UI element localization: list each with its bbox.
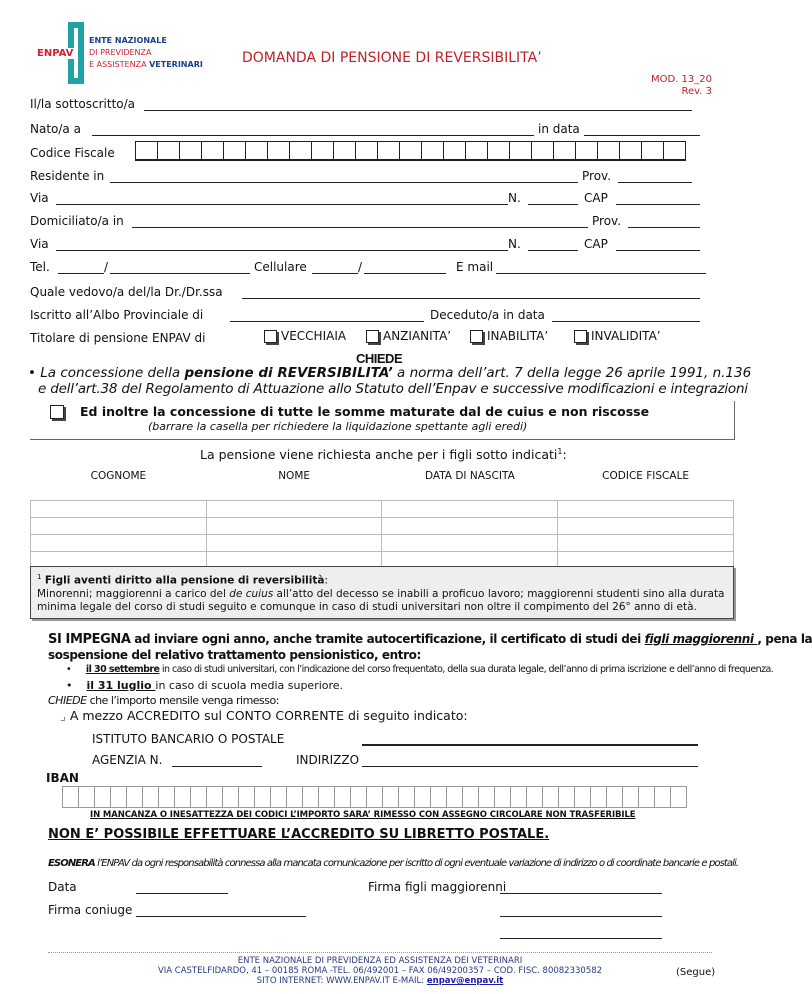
barrare-text: (barrare la casella per richiedere la liquidazione spettante agli eredi) xyxy=(148,420,528,433)
label-cap-2: CAP xyxy=(584,237,608,251)
esonera-text: ESONERA l’ENPAV da ogni responsabilità connessa alla mancata comunicazione per iscritto di ogni eventuale variazione di indirizzo o di coordinate bancarie e postali. xyxy=(48,858,739,869)
input-residente[interactable] xyxy=(110,182,578,183)
label-codice-fiscale: Codice Fiscale xyxy=(30,146,115,160)
impegna-bullet-1: • il 30 settembre in caso di studi universitari, con l’indicazione del corso frequentato, della sua durata legale, dell’anno di prima iscrizione e dell’anno di frequenza. xyxy=(66,664,774,675)
label-tel: Tel. xyxy=(30,260,50,274)
table-row[interactable] xyxy=(31,501,734,518)
input-domiciliato[interactable] xyxy=(132,227,588,228)
input-data-decesso[interactable] xyxy=(552,321,700,322)
label-email: E mail xyxy=(456,260,494,274)
input-indirizzo[interactable] xyxy=(362,766,698,767)
input-via-2[interactable] xyxy=(56,250,508,251)
label-firma-coniuge: Firma coniuge xyxy=(48,903,133,917)
libretto-warning: NON E’ POSSIBILE EFFETTUARE L’ACCREDITO SU LIBRETTO POSTALE. xyxy=(48,827,550,842)
pensione-anzianita-option[interactable]: ANZIANITA’ xyxy=(366,329,451,343)
label-n-1: N. xyxy=(508,191,521,205)
table-row[interactable] xyxy=(31,518,734,535)
inabilita-checkbox[interactable] xyxy=(470,330,483,343)
label-n-2: N. xyxy=(508,237,521,251)
vecchiaia-checkbox[interactable] xyxy=(264,330,277,343)
label-indirizzo: INDIRIZZO xyxy=(296,753,360,767)
somme-maturate-checkbox[interactable] xyxy=(50,405,64,419)
input-firma-figli-1[interactable] xyxy=(500,893,662,894)
chiede-importo: CHIEDE che l’importo mensile venga rimesso: xyxy=(48,694,279,707)
col-nome: NOME xyxy=(278,470,311,482)
table-row[interactable] xyxy=(31,535,734,552)
bullet-icon: • xyxy=(66,679,87,692)
input-n-1[interactable] xyxy=(528,204,578,205)
pensione-invalidita-option[interactable]: INVALIDITA’ xyxy=(574,329,661,343)
label-cellulare: Cellulare xyxy=(254,260,307,274)
impegna-line-2: sospensione del relativo trattamento pensionistico, entro: xyxy=(48,648,421,662)
figli-table-header xyxy=(31,470,734,501)
label-quale-vedovo: Quale vedovo/a del/la Dr./Dr.ssa xyxy=(30,285,223,299)
input-agenzia[interactable] xyxy=(172,766,262,767)
mod-number: MOD. 13_20 xyxy=(650,74,712,85)
concessione-line-1: • La concessione della pensione di REVERSIBILITA’ a norma dell’art. 7 della legge 26 aprile 1991, n.136 xyxy=(28,365,752,381)
label-iban: IBAN xyxy=(46,771,79,785)
col-cognome: COGNOME xyxy=(90,470,147,482)
enpav-logo xyxy=(36,20,203,90)
logo-line1: ENTE NAZIONALE xyxy=(89,36,167,45)
label-prov-2: Prov. xyxy=(592,214,622,228)
label-agenzia: AGENZIA N. xyxy=(92,753,163,767)
impegna-bullet-2: • il 31 luglio in caso di scuola media superiore. xyxy=(66,679,344,692)
concessione-line-2: e dell’art.38 del Regolamento di Attuazione allo Statuto dell’Enpav e successive modificazioni e integrazioni xyxy=(38,381,748,397)
impegna-line-1: SI IMPEGNA ad inviare ogni anno, anche tramite autocertificazione, il certificato di studi dei figli maggiorenni , pena la xyxy=(48,632,812,647)
pensione-inabilita-option[interactable]: INABILITA’ xyxy=(470,329,548,343)
label-iscritto-albo: Iscritto all’Albo Provinciale di xyxy=(30,308,204,322)
accredito-option[interactable]: ⌟ A mezzo ACCREDITO sul CONTO CORRENTE di seguito indicato: xyxy=(60,708,468,723)
iban-grid[interactable] xyxy=(62,786,687,808)
bullet-icon: • xyxy=(66,664,86,675)
input-cell-numero[interactable] xyxy=(364,273,446,274)
document-title: DOMANDA DI PENSIONE DI REVERSIBILITA’ xyxy=(242,50,542,66)
codice-fiscale-grid[interactable] xyxy=(135,141,686,161)
input-sottoscritto[interactable] xyxy=(144,110,692,111)
inoltre-text: Ed inoltre la concessione di tutte le somme maturate dal de cuius e non riscosse xyxy=(80,404,650,419)
input-data[interactable] xyxy=(136,893,228,894)
logo-abbr: ENPAV xyxy=(37,48,74,59)
footer: ENTE NAZIONALE DI PREVIDENZA ED ASSISTENZA DEI VETERINARI VIA CASTELFIDARDO, 41 – 00185 ROMA -TEL. 06/492001 – FAX 06/49200357 – COD. FISC. 80082330582 SITO INTERNET: WWW.ENPAV.IT E-MAIL: enpav@enpav.it xyxy=(157,956,603,986)
input-tel-numero[interactable] xyxy=(110,273,250,274)
footer-divider xyxy=(48,952,712,953)
input-data-nascita[interactable] xyxy=(584,135,700,136)
label-residente: Residente in xyxy=(30,169,105,183)
label-firma-figli: Firma figli maggiorenni xyxy=(368,880,507,894)
input-n-2[interactable] xyxy=(528,250,578,251)
chiede-heading: CHIEDE xyxy=(356,351,403,366)
col-data-nascita: DATA DI NASCITA xyxy=(424,470,515,482)
input-luogo-nascita[interactable] xyxy=(92,135,534,136)
figli-footnote: $^1$ Figli aventi diritto alla pensione di reversibilità: Minorenni; maggiorenni a carico del de cuius all’atto del decesso se inabili a proficuo lavoro; maggiorenni studenti sino alla durata minima legale del corso di studi seguito e comunque in caso di studi universitari non oltre il compimento del 26° anno di età. xyxy=(30,566,734,619)
input-via-1[interactable] xyxy=(56,204,508,205)
figli-intro: La pensione viene richiesta anche per i figli sotto indicati$^1$: xyxy=(200,447,567,463)
label-nato: Nato/a a xyxy=(30,122,81,136)
segue-label: (Segue) xyxy=(676,967,716,978)
input-firma-coniuge[interactable] xyxy=(136,916,306,917)
footer-email-link[interactable]: enpav@enpav.it xyxy=(426,976,504,986)
bullet-icon: • xyxy=(28,365,41,381)
pensione-vecchiaia-option[interactable]: VECCHIAIA xyxy=(264,329,346,343)
input-email[interactable] xyxy=(496,273,706,274)
input-istituto[interactable] xyxy=(362,744,698,746)
label-via-1: Via xyxy=(30,191,49,205)
label-prov-1: Prov. xyxy=(582,169,612,183)
logo-line3: E ASSISTENZA VETERINARI xyxy=(89,60,203,69)
rev-number: Rev. 3 xyxy=(681,86,712,97)
input-cell-prefisso[interactable] xyxy=(312,273,358,274)
tel-slash: / xyxy=(104,260,109,274)
corner-arrow-icon: ⌟ xyxy=(60,708,70,723)
label-deceduto: Deceduto/a in data xyxy=(430,308,545,322)
figli-table xyxy=(30,470,734,569)
input-cap-1[interactable] xyxy=(616,204,700,205)
invalidita-checkbox[interactable] xyxy=(574,330,587,343)
input-prov-1[interactable] xyxy=(618,182,692,183)
input-cap-2[interactable] xyxy=(616,250,700,251)
cell-slash: / xyxy=(358,260,363,274)
anzianita-checkbox[interactable] xyxy=(366,330,379,343)
label-cap-1: CAP xyxy=(584,191,608,205)
label-sottoscritto: Il/la sottoscritto/a xyxy=(30,97,136,111)
label-istituto: ISTITUTO BANCARIO O POSTALE xyxy=(92,732,285,746)
label-data: Data xyxy=(48,880,77,894)
label-in-data: in data xyxy=(538,122,580,136)
input-prov-2[interactable] xyxy=(628,227,700,228)
label-titolare-pensione: Titolare di pensione ENPAV di xyxy=(30,331,206,345)
input-tel-prefisso[interactable] xyxy=(58,273,104,274)
col-codice-fiscale: CODICE FISCALE xyxy=(602,470,690,482)
input-dr-nome[interactable] xyxy=(242,298,700,299)
label-domiciliato: Domiciliato/a in xyxy=(30,214,124,228)
input-albo-provinciale[interactable] xyxy=(230,321,424,322)
label-via-2: Via xyxy=(30,237,49,251)
input-firma-figli-3[interactable] xyxy=(500,938,662,939)
logo-line2: DI PREVIDENZA xyxy=(89,48,152,57)
input-firma-figli-2[interactable] xyxy=(500,916,662,917)
mancanza-warning: IN MANCANZA O INESATTEZZA DEI CODICI L’IMPORTO SARA’ RIMESSO CON ASSEGNO CIRCOLARE NON TRASFERIBILE xyxy=(90,810,636,820)
